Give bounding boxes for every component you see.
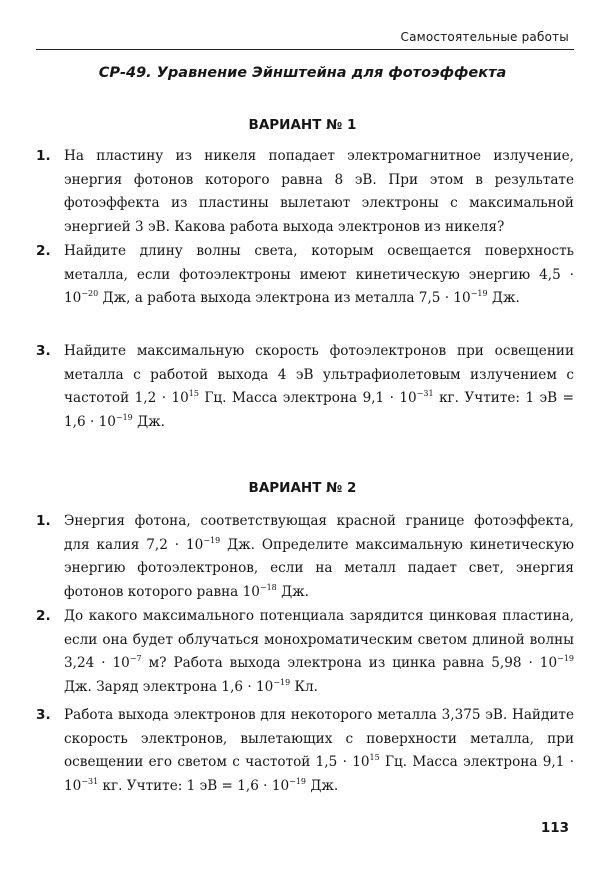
problem-number: 1.: [36, 513, 51, 529]
problem-text: На пластину из никеля попадает электромагнитное излучение, энергия фотонов которого равна 8 эВ. При этом в результате фотоэффекта из пластины вылетают электроны с максимальной энергией 3 эВ. Какова работа выхода электронов из никеля?: [64, 148, 574, 235]
problem-number: 2.: [36, 243, 51, 259]
variant-2-heading: ВАРИАНТ № 2: [248, 480, 357, 496]
problem-text: Работа выхода электронов для некоторого металла 3,375 эВ. Найдите скорость электронов, вылетающих с поверхности металла, при освещении его светом с частотой $1,5 \cdot 10^{15}$ Гц. Масса электрона $9,1 \cdot 10^{-31}$ кг. Учтите: 1 эВ = $1,6 \cdot 10^{-19}$ Дж.: [64, 707, 575, 794]
problem-text: Найдите максимальную скорость фотоэлектронов при освещении металла с работой выхода 4 эВ ультрафиолетовым излучением с частотой $1,2 \cdot 10^{15}$ Гц. Масса электрона $9,1 \cdot 10^{-31}$ кг. Учтите: 1 эВ = $1,6 \cdot 10^{-19}$ Дж.: [64, 343, 574, 430]
problem-item: [36, 240, 574, 311]
problem-text: Энергия фотона, соответствующая красной границе фотоэффекта, для калия $7,2 \cdot 10^{-19}$ Дж. Определите максимальную кинетическую энергию фотоэлектронов, если на металл падает свет, энергия фотонов которого равна $10^{-18}$ Дж.: [64, 513, 574, 600]
problem-item: [36, 145, 574, 239]
problem-text: До какого максимального потенциала зарядится цинковая пластина, если она будет облучаться монохроматическим светом длиной волны $3,24 \cdot 10^{-7}$ м? Работа выхода электрона из цинка равна $5,98 \cdot 10^{-19}$ Дж. Заряд электрона $1,6 \cdot 10^{-19}$ Кл.: [64, 608, 574, 695]
problem-item: [36, 340, 574, 434]
problem-text: Найдите длину волны света, которым освещается поверхность металла, если фотоэлектроны имеют кинетическую энергию $4,5 \cdot 10^{-20}$ Дж, а работа выхода электрона из металла $7,5 \cdot 10^{-19}$ Дж.: [64, 243, 574, 306]
problem-number: 3.: [36, 707, 51, 723]
problem-item: [36, 704, 574, 798]
running-header: Самостоятельные работы: [400, 30, 569, 44]
page-title: СР-49. Уравнение Эйнштейна для фотоэффекта: [98, 65, 507, 81]
problem-number: 1.: [36, 148, 51, 164]
header-rule: [36, 49, 574, 50]
problem-item: [36, 605, 574, 699]
variant-1-heading: ВАРИАНТ № 1: [248, 117, 357, 133]
problem-number: 2.: [36, 608, 51, 624]
problem-item: [36, 510, 574, 604]
page-number: 113: [540, 820, 569, 836]
problem-number: 3.: [36, 343, 51, 359]
